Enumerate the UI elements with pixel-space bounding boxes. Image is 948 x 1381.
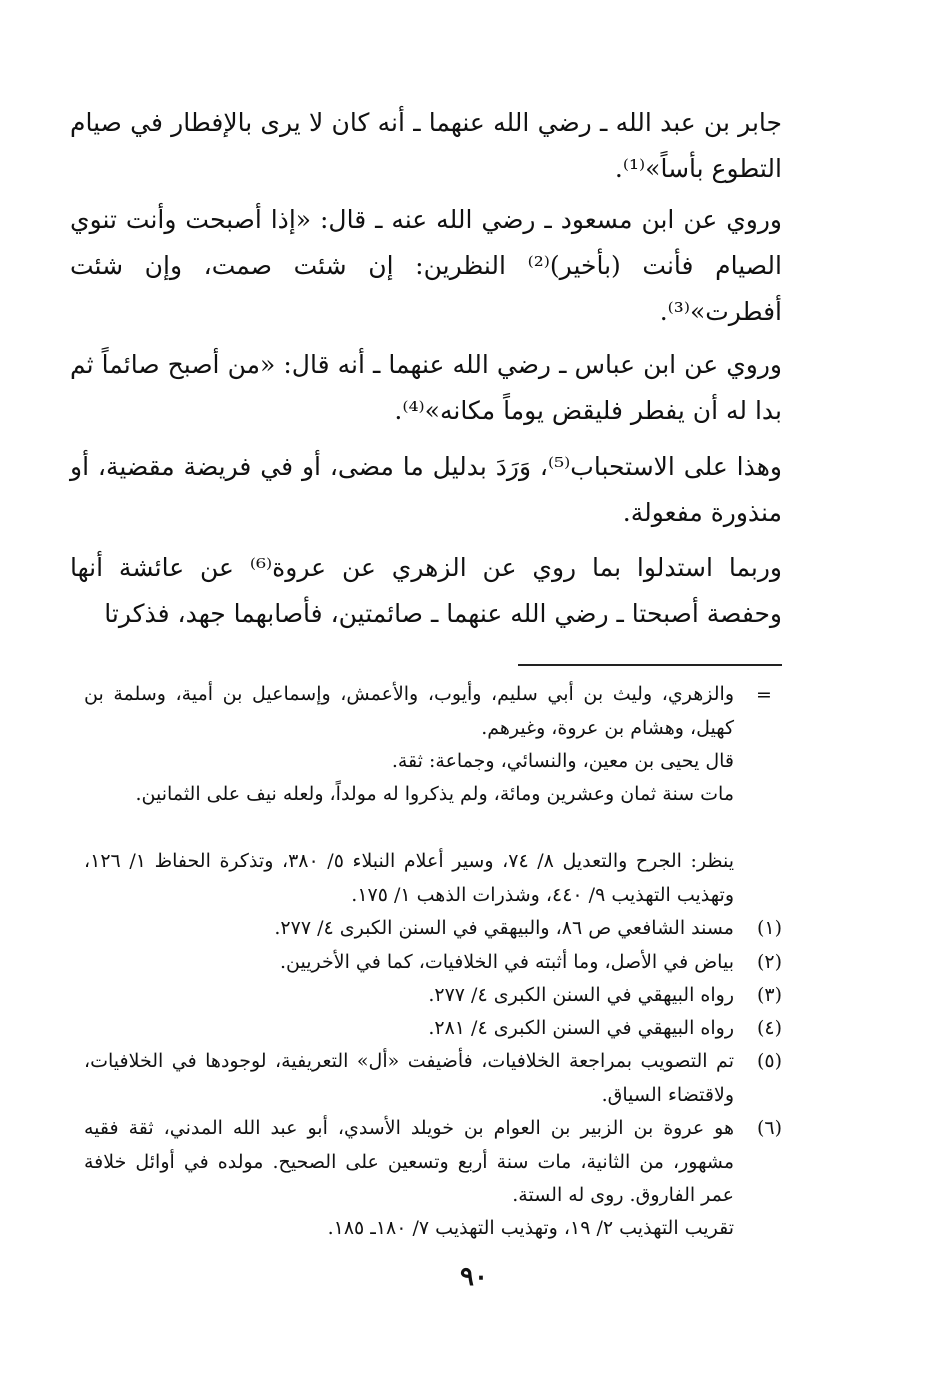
footnote-text: تم التصويب بمراجعة الخلافيات، فأضيفت «أل» التعريفية، لوجودها في الخلافيات، ولاقتضاء السياق. bbox=[84, 1050, 734, 1106]
footnote-number: (١) bbox=[756, 917, 782, 939]
page-number: ٩٠ bbox=[460, 1262, 488, 1292]
footnote-text: مسند الشافعي ص ٨٦، والبيهقي في السنن الكبرى ٤/ ٢٧٧. bbox=[274, 917, 734, 939]
footnote-number: (٣) bbox=[756, 984, 782, 1006]
paragraph: وهذا على الاستحباب⁽⁵⁾، وَرَدَ بدليل ما مضى، أو في فريضة مقضية، أو منذورة مفعولة. bbox=[70, 452, 783, 527]
footnote-text: رواه البيهقي في السنن الكبرى ٤/ ٢٧٧. bbox=[428, 984, 734, 1006]
footnote-number: (٥) bbox=[756, 1050, 782, 1072]
footnote-text: هو عروة بن الزبير بن العوام بن خويلد الأسدي، أبو عبد الله المدني، ثقة فقيه مشهور، من الثانية، مات سنة أربع وتسعين على الصحيح. مولده في أوائل خلافة عمر الفاروق. روى له الستة. bbox=[84, 1117, 734, 1206]
footnote-continuation-line: ينظر: الجرح والتعديل ٨/ ٧٤، وسير أعلام النبلاء ٥/ ٣٨٠، وتذكرة الحفاظ ١/ ١٢٦، وتهذيب التهذيب ٩/ ٤٤٠، وشذرات الذهب ١/ ١٧٥. bbox=[84, 850, 735, 906]
paragraph: وربما استدلوا بما روي عن الزهري عن عروة⁽⁶⁾ عن عائشة أنها وحفصة أصبحتا ـ رضي الله عنهما ـ صائمتين، فأصابهما جهد، فذكرتا bbox=[70, 553, 783, 628]
footnote-reference-line: تقريب التهذيب ٢/ ١٩، وتهذيب التهذيب ٧/ ١٨٠ـ ١٨٥. bbox=[327, 1217, 734, 1239]
footnote-continuation-mark: = bbox=[756, 684, 772, 706]
footnote-number: (٤) bbox=[756, 1017, 782, 1039]
footnote-number: (٦) bbox=[756, 1117, 782, 1139]
footnote-separator bbox=[518, 664, 782, 666]
footnote-number: (٢) bbox=[756, 951, 782, 973]
footnote-continuation-line: قال يحيى بن معين، والنسائي، وجماعة: ثقة. bbox=[391, 750, 734, 772]
footnote-text: رواه البيهقي في السنن الكبرى ٤/ ٢٨١. bbox=[428, 1017, 734, 1039]
paragraph: جابر بن عبد الله ـ رضي الله عنهما ـ أنه كان لا يرى بالإفطار في صيام التطوع بأساً»⁽¹⁾. bbox=[70, 108, 782, 183]
paragraph: وروي عن ابن عباس ـ رضي الله عنهما ـ أنه قال: «من أصبح صائماً ثم بدا له أن يفطر فليقض يوماً مكانه»⁽⁴⁾. bbox=[70, 350, 782, 425]
footnote-continuation-line: والزهري، وليث بن أبي سليم، وأيوب، والأعمش، وإسماعيل بن أمية، وسلمة بن كهيل، وهشام بن عروة، وغيرهم. bbox=[84, 683, 734, 739]
footnote-text: بياض في الأصل، وما أثبته في الخلافيات، كما في الأخريين. bbox=[279, 951, 734, 973]
paragraph: وروي عن ابن مسعود ـ رضي الله عنه ـ قال: «إذا أصبحت وأنت تنوي الصيام فأنت (بأخير)⁽²⁾ النظرين: إن شئت صمت، وإن شئت أفطرت»⁽³⁾. bbox=[70, 205, 782, 326]
footnote-continuation-line: مات سنة ثمان وعشرين ومائة، ولم يذكروا له مولداً، ولعله نيف على الثمانين. bbox=[135, 783, 734, 805]
